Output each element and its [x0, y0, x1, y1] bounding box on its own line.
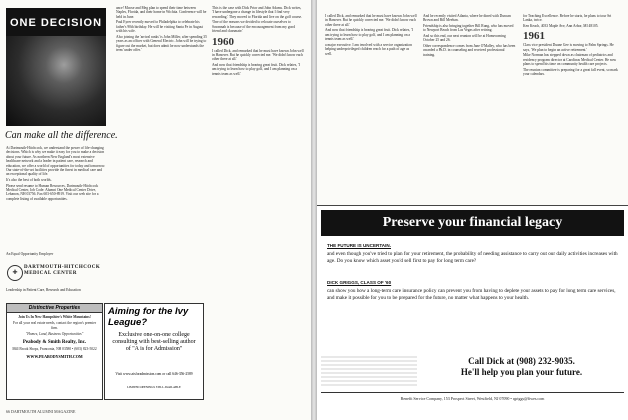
column-paragraph: Ken Keach, 4033 Maple Ave, Ann Arbor, MI 48105. [523, 24, 599, 28]
call-line: Call Dick at (908) 232-9035. [468, 356, 575, 366]
logo-emblem-icon: ✚ [7, 265, 23, 281]
ad-tagline: Can make all the difference. [5, 130, 118, 141]
right-column-3 [523, 14, 620, 202]
column-paragraph: And now that friendship is bearing great fruit. Dick relates, 'I am trying to learn how to play golf, and I am planning on a tennis team as well.' [325, 28, 413, 42]
column-paragraph: The reunion committee is preparing for a great fall event, so mark your calendars. [523, 67, 618, 77]
financial-legacy-ad [317, 205, 628, 420]
ad-photo [6, 36, 106, 126]
column-paragraph: Friendship is also bringing together Bill Rung, who has moved to Newport Beach from Las Vegas after retiring. [423, 24, 514, 33]
equal-opportunity-text: An Equal Opportunity Employer [6, 252, 54, 256]
legacy-banner [321, 210, 624, 236]
ds-line: "Homes, Land, Business Opportunities" [25, 332, 84, 337]
griggs-heading: DICK GRIGGS, CLASS OF '60 [327, 280, 392, 285]
ds-address: Mill Brook Shops, Franconia, NH 03580 • (603) 823-5022 [12, 346, 97, 351]
ad-body-paragraph: It's also the best of both worlds. [6, 178, 52, 183]
future-paragraph: and even though you've tried to plan for your retirement, the probability of needing assistance to carry out our daily activities increases with age. Do you know which asset you'd sell first to pay for long term care? [327, 251, 618, 264]
decorative-lines [321, 356, 417, 386]
column-paragraph: And he recently visited Atlanta, where he dined with Duncan Brown and Bill Meehan. [423, 14, 511, 23]
logo-name-line: DARTMOUTH-HITCHCOCK [24, 265, 101, 270]
page-folio: 66 DARTMOUTH ALUMNI MAGAZINE [6, 409, 76, 414]
ivy-web[interactable]: Visit www.aisforadmission.com or call 646-356-2589 [115, 372, 193, 376]
ds-line: For all your real estate needs, contact the region's premier firm. [12, 321, 97, 330]
future-heading: THE FUTURE IS UNCERTAIN. [327, 243, 391, 248]
call-to-action [423, 356, 620, 377]
column-paragraph: Class vice president Duane Gee is moving to Palm Springs. He says, 'We plan to begin an active retirement.' [523, 43, 614, 52]
left-page [0, 0, 311, 420]
ds-web-link[interactable]: WWW.PEABODYSMITH.COM [26, 354, 83, 360]
ad-footer: Benefit Service Company, 153 Prospect Street, Westfield, NJ 07090 • rgriggs@fiwes.com [400, 396, 545, 401]
column-paragraph: Mike Norman has stepped down as chairman of pediatrics and residency program director at Carolinas Medical Center. He now plans to spend his time on community health care projects. [523, 53, 617, 67]
logo-subtitle: Leadership in Patient Care, Research and Education [6, 288, 81, 292]
ds-company: Peabody & Smith Realty, Inc. [22, 339, 87, 345]
left-column-1 [116, 6, 207, 296]
distinctive-properties-ad [6, 303, 103, 400]
griggs-paragraph: can show you how a long-term care insurance policy can prevent you from having to deplete your assets to pay for long term care services, and make it possible for you to be prepared for the future, no matter what happens to your health. [327, 288, 616, 301]
ad-body-paragraph: Please send resume to Human Resources, Dartmouth-Hitchcock Medical Center, Job Code: Alumni One Medical Center Drive, Lebanon, NH 03756. Fax 603-650-8919. Visit our web site for a complete listing of available opportunities. [6, 183, 99, 201]
left-column-2 [212, 6, 304, 346]
distinctive-header: Distinctive Properties [7, 304, 102, 313]
column-paragraph: And so this end, our next reunion will be at Homecoming October 25 and 26. [423, 34, 506, 43]
column-paragraph: This is the case with Dick Prior and John Adams. Dick writes, 'I have undergone a change in lifestyle that I find very rewarding.' They moved to Florida and live on the golf course. [212, 6, 303, 19]
right-column-1 [325, 14, 417, 202]
column-paragraph: Paul Eyrer recently moved to Philadelphia to celebrate his father's 90th birthday. He will be visiting Santa Fe in August with his wife. [116, 20, 203, 34]
column-paragraph: ance! Moose and Meg plan to spend their time between Naples, Florida, and their home in Wichita. Conference will be held in June. [116, 6, 207, 19]
class-year-heading: 1961 [523, 30, 545, 43]
right-column-2 [423, 14, 517, 202]
column-paragraph: I called Dick, and remarked that he must have known John well in Hanover. But he quickly corrected me. 'We didn't know each other there at all.' [325, 14, 417, 27]
column-paragraph: 'One of the reasons we decided to relocate ourselves to Savannah is because of the encouragement from my good friend and classmate.' [212, 20, 296, 34]
legacy-banner-title: Preserve your financial legacy [382, 215, 563, 230]
one-decision-banner [6, 8, 106, 36]
footer-divider [321, 392, 624, 393]
logo-name-line: MEDICAL CENTER [24, 271, 77, 276]
ivy-title: Aiming for the Ivy League? [108, 306, 189, 328]
dartmouth-hitchcock-logo [6, 263, 106, 285]
ivy-body: Exclusive one-on-one college consulting with best-selling author of "A is for Admission" [112, 332, 196, 352]
column-paragraph: for Teaching Excellence. Before he starts, he plans to tour Sri Lanka, twice. [523, 14, 612, 23]
column-paragraph: Also joining the 'arrival ranks' is John Miller, after spending 35 years as an officer with General Electric. John will be trying to figure out the market, but does admit he now understands the term 'under offer.' [116, 34, 207, 53]
call-line: He'll help you plan your future. [460, 366, 583, 377]
class-year-heading: 1960 [212, 35, 234, 48]
column-paragraph: I called Dick, and remarked that he must have known John well in Hanover. But he quickly corrected me. 'We didn't know each other there at all.' [212, 48, 304, 62]
ad-body [6, 146, 106, 250]
one-decision-title: ONE DECISION [9, 17, 103, 29]
ds-line: Join Us In New Hampshire's White Mountains! [18, 315, 91, 319]
column-paragraph: Other correspondence comes from Jane O'Malley, who has been awarded a Ph.D. in counseling and received professional training. [423, 44, 516, 57]
ivy-license: LIMITED OPENINGS STILL AVAILABLE [127, 385, 181, 389]
column-paragraph: a major executive. I am involved with a service organization helping underprivileged children reach for a path of age as well. [325, 42, 412, 56]
ad-body-paragraph: At Dartmouth-Hitchcock, we understand the power of life-changing decisions. Which is why we make it easy for you to make a decision about your future. As northern New England's most extensive healthcare network and a leader in patient care, research and education, we offer a world of opportunities for today and tomorrow. Our state-of-the-art facilities provide the finest in medical care and an exceptional quality of life. [6, 146, 106, 177]
column-paragraph: And now that friendship is bearing great fruit. Dick relates, 'I am trying to learn how to play golf, and I am planning on a tennis team as well.' [212, 63, 300, 76]
right-page [317, 0, 628, 420]
ivy-league-ad [104, 303, 204, 400]
